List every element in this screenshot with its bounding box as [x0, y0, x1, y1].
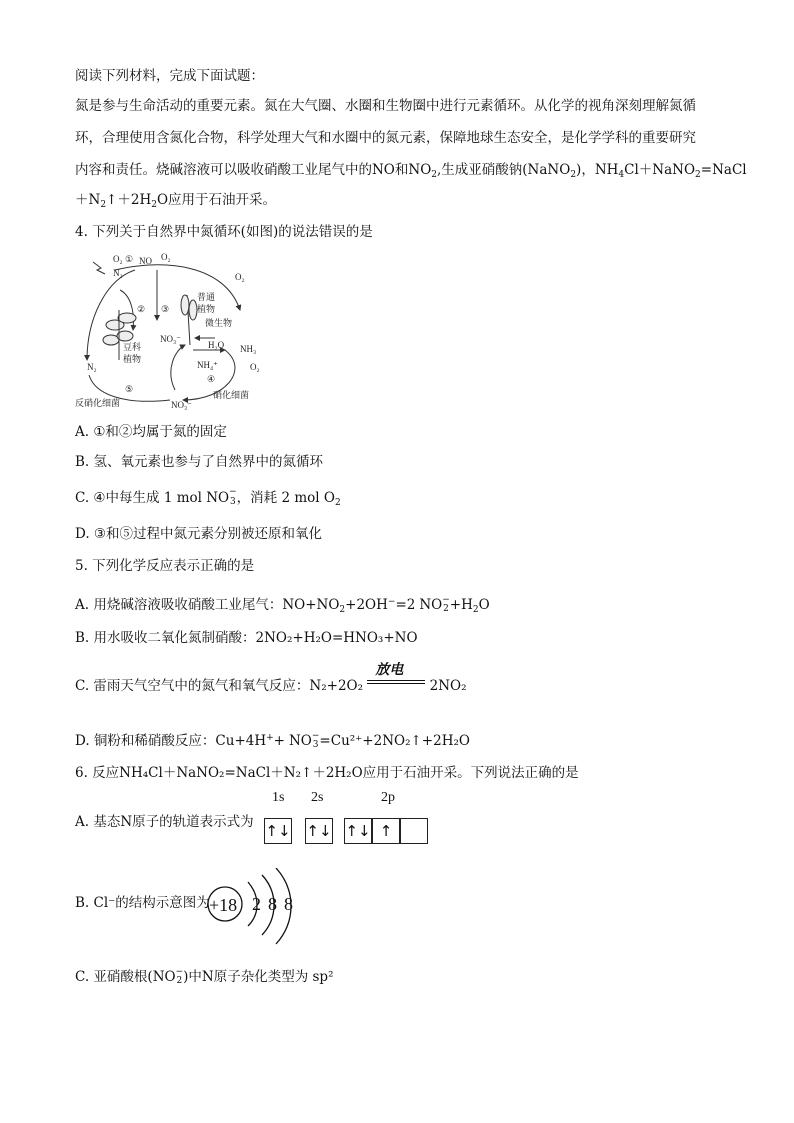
label-normal-plant: 普通 — [197, 292, 216, 302]
orbital-box-2p — [400, 818, 428, 844]
orbital-label-1s: 1s — [272, 790, 285, 805]
label-o2: O₂ — [161, 252, 171, 262]
option-a: A. 基态N原子的轨道表示式为 — [75, 814, 254, 830]
orbital-box-1s: ↑↓ — [264, 818, 292, 844]
label-nitrate: NO₃⁻ — [171, 400, 192, 410]
label-o2: O₂ — [113, 254, 123, 264]
label-legume: 植物 — [123, 354, 142, 364]
intro-line: 氮是参与生命活动的重要元素。氮在大气圈、水圈和生物圈中进行元素循环。从化学的视角深刻理解氮循 — [75, 98, 696, 114]
shell-electrons: 2 — [252, 894, 261, 914]
label-o2: O₂ — [235, 272, 245, 282]
option-b: B. Cl⁻的结构示意图为 — [75, 895, 210, 911]
intro-line: $+N_2↑+2H_2O$应用于石油开采。 — [75, 192, 277, 210]
label-n2: N₂ — [87, 362, 97, 372]
nitrogen-cycle-diagram — [75, 250, 275, 415]
question-4-stem: 4. 下列关于自然界中氮循环(如图)的说法错误的是 — [75, 224, 373, 240]
label-legume: 豆科 — [123, 342, 142, 352]
shell-electrons: 8 — [284, 894, 293, 914]
label-normal-plant: 植物 — [197, 304, 216, 314]
reaction-condition: 放电 — [367, 678, 425, 696]
option-c: C. 亚硝酸根(NO− 2)中N原子杂化类型为 sp² — [75, 967, 334, 986]
option-b: B. 氢、氧元素也参与了自然界中的氮循环 — [75, 454, 324, 470]
label-microbe: 微生物 — [205, 318, 233, 328]
label-step5: ⑤ — [125, 384, 134, 394]
orbital-label-2p: 2p — [381, 790, 395, 805]
orbital-box-2s: ↑↓ — [305, 818, 333, 844]
orbital-label-2s: 2s — [311, 790, 324, 805]
label-o2: O₂ — [250, 362, 260, 372]
label-ammonia: NH₃ — [240, 344, 257, 354]
intro-line: 内容和责任。烧碱溶液可以吸收硝酸工业尾气中的NO和$NO_2$,生成亚硝酸钠(NaNO$_2$)，$NH_4Cl+NaNO_2=NaCl$ — [75, 162, 747, 180]
reading-instruction: 阅读下列材料，完成下面试题： — [75, 68, 264, 84]
option-b: B. 用水吸收二氧化氮制硝酸：2NO₂+H₂O=HNO₃+NO — [75, 630, 418, 646]
orbital-box-2p: ↑↓ — [344, 818, 372, 844]
label-water: H₂O — [208, 340, 225, 350]
intro-line: 环，合理使用含氮化合物，科学处理大气和水圈中的氮元素，保障地球生态安全，是化学学科的重要研究 — [75, 130, 696, 146]
orbital-box-2p: ↑ — [372, 818, 400, 844]
label-n2: N₂ — [113, 268, 123, 278]
chloride-ion-structure-diagram — [200, 868, 310, 948]
nucleus-charge: +18 — [209, 895, 238, 915]
label-step1: ① — [125, 254, 134, 264]
shell-electrons: 8 — [268, 894, 277, 914]
label-nitrate: NO₃⁻ — [160, 334, 181, 344]
option-a: A. 用烧碱溶液吸收硝酸工业尾气：$NO+NO_2+2OH^-=2$ NO− $2+H_2O$ — [75, 595, 490, 615]
option-d: D. ③和⑤过程中氮元素分别被还原和氧化 — [75, 526, 323, 542]
option-a: A. ①和②均属于氮的固定 — [75, 424, 227, 440]
question-6-stem: 6. 反应NH₄Cl＋NaNO₂=NaCl＋N₂↑＋2H₂O应用于石油开采。下列说法正确的是 — [75, 765, 579, 781]
label-step4: ④ — [207, 374, 216, 384]
option-c: C. ④中每生成 1 mol NO− 3，消耗 2 mol $O_2$ — [75, 487, 341, 508]
label-step3: ③ — [161, 304, 170, 314]
label-nitrifying-bacteria: 硝化细菌 — [213, 390, 250, 400]
option-c: C. 雷雨天气空气中的氮气和氧气反应：N₂+2O₂ 放电 2NO₂ — [75, 661, 467, 694]
option-d: D. 铜粉和稀硝酸反应：Cu+4H++ NO− 3=Cu²⁺+2NO₂↑+2H₂O — [75, 731, 470, 750]
label-ammonium: NH₄⁺ — [197, 360, 218, 370]
label-step2: ② — [137, 304, 146, 314]
label-no: NO — [139, 256, 152, 266]
question-5-stem: 5. 下列化学反应表示正确的是 — [75, 558, 255, 574]
label-denitrifying-bacteria: 反硝化细菌 — [75, 398, 121, 408]
